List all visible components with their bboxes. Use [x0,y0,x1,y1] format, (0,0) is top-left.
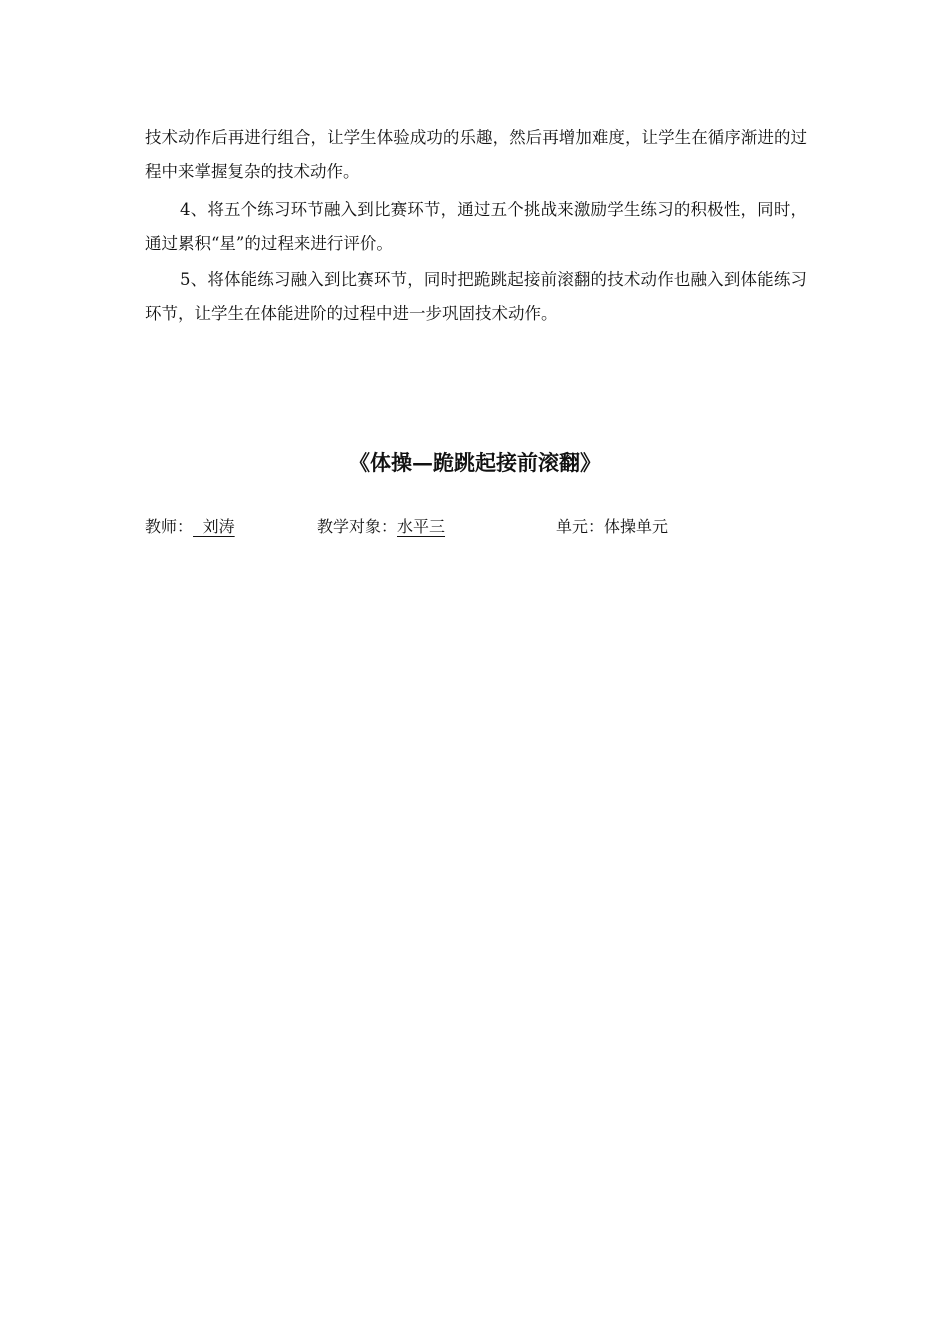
target-label: 教学对象： [317,517,398,536]
target-field [317,516,445,538]
paragraph-item-5: 5、将体能练习融入到比赛环节，同时把跪跳起接前滚翻的技术动作也融入到体能练习环节，让学生在体能进阶的过程中进一步巩固技术动作。 [145,270,807,323]
teacher-label: 教师： [145,517,194,536]
unit-value: 体操单元 [604,517,669,536]
teacher-field [145,516,235,538]
target-value: 水平三 [397,517,446,536]
lesson-title: 《体操—跪跳起接前滚翻》 [349,450,601,475]
paragraph-continuation: 技术动作后再进行组合，让学生体验成功的乐趣，然后再增加难度，让学生在循序渐进的过程中来掌握复杂的技术动作。 [145,128,807,181]
paragraph-item-4: 4、将五个练习环节融入到比赛环节，通过五个挑战来激励学生练习的积极性，同时，通过累积“星”的过程来进行评价。 [145,200,807,253]
unit-field [556,516,668,538]
teacher-value: 刘涛 [193,517,235,536]
unit-label: 单元： [556,517,605,536]
lesson-meta-line [145,516,669,626]
